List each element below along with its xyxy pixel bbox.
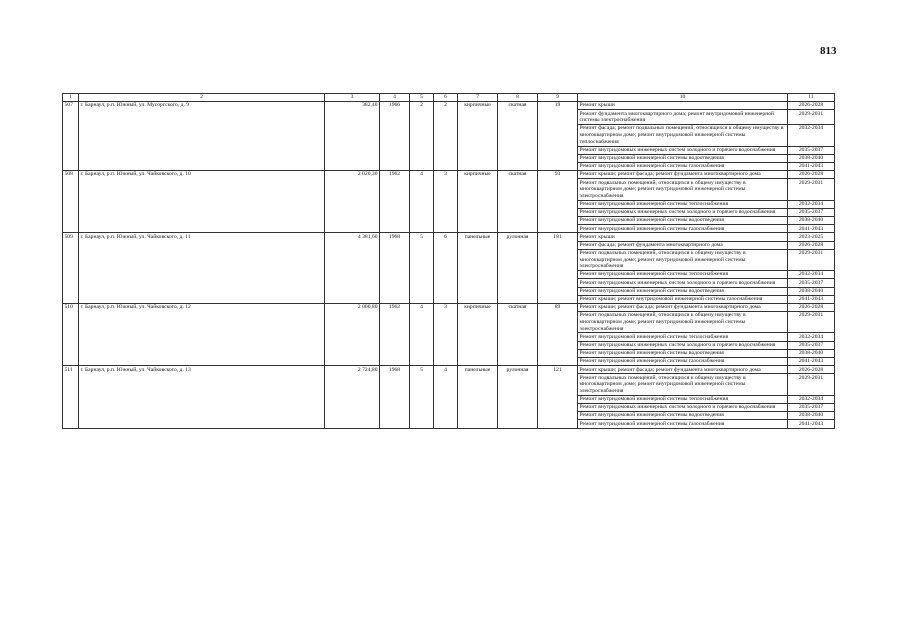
record-roof-type: скатная <box>498 171 538 233</box>
header-row <box>63 94 835 102</box>
work-period: 2035-2037 <box>788 208 835 216</box>
work-description: Ремонт крыши; ремонт внутридомовой инженерной системы газоснабжения <box>578 295 788 303</box>
work-period: 2041-2043 <box>788 420 835 428</box>
page-number: 813 <box>820 45 837 57</box>
work-description: Ремонт внутридомовой инженерной системы водоотведения <box>578 287 788 295</box>
record-address: г. Барнаул, р.п. Южный, ул. Мусоргского, д. 9 <box>79 102 325 171</box>
work-description: Ремонт крыши <box>578 233 788 241</box>
record-number: 511 <box>63 366 79 428</box>
record-floors: 5 <box>410 233 434 304</box>
work-description: Ремонт внутридомовой инженерной системы теплоснабжения <box>578 200 788 208</box>
record-roof-type: скатная <box>498 303 538 365</box>
record-entrances: 6 <box>434 233 458 304</box>
record-entrances: 3 <box>434 303 458 365</box>
work-description: Ремонт подвальных помещений, относящихся к общему имуществу в многоквартирном доме; ремонт внутридомовой инженерной системы электроснабжения <box>578 179 788 200</box>
work-description: Ремонт внутридомовой инженерной системы газоснабжения <box>578 162 788 170</box>
header-cell: 10 <box>578 94 788 102</box>
record-year: 1966 <box>380 102 410 171</box>
record-roof-type: скатная <box>498 102 538 171</box>
record-column-9: 93 <box>538 171 578 233</box>
work-description: Ремонт подвальных помещений, относящихся к общему имуществу в многоквартирном доме; ремонт внутридомовой инженерной системы электроснабжения <box>578 374 788 395</box>
work-period: 2026-2028 <box>788 102 835 110</box>
work-description: Ремонт внутридомовой инженерной системы теплоснабжения <box>578 395 788 403</box>
header-cell: 4 <box>380 94 410 102</box>
work-period: 2035-2037 <box>788 341 835 349</box>
work-period: 2038-2040 <box>788 217 835 225</box>
record-area: 4 381,60 <box>325 233 380 304</box>
work-period: 2035-2037 <box>788 279 835 287</box>
record-year: 1962 <box>380 303 410 365</box>
record-address: г. Барнаул, р.п. Южный, ул. Чайковского, д. 12 <box>79 303 325 365</box>
record-area: 2 020,30 <box>325 171 380 233</box>
work-description: Ремонт внутридомовой инженерной системы водоотведения <box>578 217 788 225</box>
record-number: 510 <box>63 303 79 365</box>
work-period: 2026-2028 <box>788 241 835 249</box>
table-row <box>63 366 835 374</box>
header-cell: 6 <box>434 94 458 102</box>
capital-repair-table <box>62 93 835 429</box>
work-period: 2029-2031 <box>788 312 835 333</box>
work-period: 2038-2040 <box>788 349 835 357</box>
record-wall-material: панельные <box>458 366 498 428</box>
table-row <box>63 233 835 241</box>
record-floors: 4 <box>410 171 434 233</box>
header-cell: 11 <box>788 94 835 102</box>
work-period: 2038-2040 <box>788 154 835 162</box>
work-period: 2035-2037 <box>788 146 835 154</box>
work-description: Ремонт крыши; ремонт фасада; ремонт фундамента многоквартирного дома <box>578 366 788 374</box>
work-description: Ремонт крыши; ремонт фасада; ремонт фундамента многоквартирного дома <box>578 303 788 311</box>
record-year: 1968 <box>380 233 410 304</box>
header-cell: 2 <box>79 94 325 102</box>
record-area: 2 000,80 <box>325 303 380 365</box>
work-period: 2032-2034 <box>788 395 835 403</box>
work-period: 2029-2031 <box>788 110 835 125</box>
work-period: 2032-2034 <box>788 271 835 279</box>
work-description: Ремонт внутридомовой инженерной системы водоотведения <box>578 154 788 162</box>
work-period: 2041-2043 <box>788 358 835 366</box>
work-period: 2026-2028 <box>788 303 835 311</box>
record-roof-type: рулонная <box>498 233 538 304</box>
work-description: Ремонт внутридомовой инженерной системы газоснабжения <box>578 225 788 233</box>
work-period: 2029-2031 <box>788 249 835 270</box>
work-description: Ремонт внутридомовой инженерной системы водоотведения <box>578 349 788 357</box>
work-period: 2038-2040 <box>788 287 835 295</box>
work-period: 2038-2040 <box>788 412 835 420</box>
header-cell: 9 <box>538 94 578 102</box>
record-floors: 2 <box>410 102 434 171</box>
work-description: Ремонт крыши; ремонт фасада; ремонт фундамента многоквартирного дома <box>578 171 788 179</box>
record-entrances: 2 <box>434 102 458 171</box>
work-description: Ремонт крыши <box>578 102 788 110</box>
work-period: 2032-2034 <box>788 125 835 146</box>
record-wall-material: панельные <box>458 233 498 304</box>
header-cell: 7 <box>458 94 498 102</box>
table-body <box>63 94 835 429</box>
record-year: 1962 <box>380 171 410 233</box>
record-number: 509 <box>63 233 79 304</box>
header-cell: 3 <box>325 94 380 102</box>
record-column-9: 19 <box>538 102 578 171</box>
header-cell: 8 <box>498 94 538 102</box>
work-description: Ремонт подвальных помещений, относящихся к общему имуществу в многоквартирном доме; ремонт внутридомовой инженерной системы электроснабжения <box>578 312 788 333</box>
work-description: Ремонт внутридомовой инженерной системы газоснабжения <box>578 420 788 428</box>
work-period: 2032-2034 <box>788 333 835 341</box>
record-floors: 4 <box>410 303 434 365</box>
work-description: Ремонт фасада; ремонт фундамента многоквартирного дома <box>578 241 788 249</box>
record-column-9: 89 <box>538 303 578 365</box>
work-period: 2035-2037 <box>788 403 835 411</box>
work-period: 2026-2028 <box>788 366 835 374</box>
work-period: 2026-2028 <box>788 171 835 179</box>
work-description: Ремонт внутридомовых инженерных систем холодного и горячего водоснабжения <box>578 341 788 349</box>
work-description: Ремонт внутридомовых инженерных систем холодного и горячего водоснабжения <box>578 208 788 216</box>
record-entrances: 3 <box>434 171 458 233</box>
work-description: Ремонт внутридомовой инженерной системы теплоснабжения <box>578 271 788 279</box>
record-area: 2 724,80 <box>325 366 380 428</box>
record-column-9: 181 <box>538 233 578 304</box>
work-period: 2032-2034 <box>788 200 835 208</box>
record-wall-material: кирпичные <box>458 102 498 171</box>
work-period: 2041-2043 <box>788 295 835 303</box>
record-number: 508 <box>63 171 79 233</box>
work-description: Ремонт внутридомовых инженерных систем холодного и горячего водоснабжения <box>578 279 788 287</box>
work-description: Ремонт внутридомовой инженерной системы теплоснабжения <box>578 333 788 341</box>
record-wall-material: кирпичные <box>458 303 498 365</box>
record-area: 382,40 <box>325 102 380 171</box>
work-period: 2041-2043 <box>788 162 835 170</box>
work-period: 2023-2025 <box>788 233 835 241</box>
record-number: 507 <box>63 102 79 171</box>
table-row <box>63 102 835 110</box>
record-wall-material: кирпичные <box>458 171 498 233</box>
work-description: Ремонт внутридомовых инженерных систем холодного и горячего водоснабжения <box>578 403 788 411</box>
work-period: 2041-2043 <box>788 225 835 233</box>
header-cell: 1 <box>63 94 79 102</box>
work-description: Ремонт фасада; ремонт подвальных помещений, относящихся к общему имуществу в многоквартирном доме; ремонт внутридомовой инженерной системы теплоснабжения <box>578 125 788 146</box>
table-row <box>63 303 835 311</box>
work-description: Ремонт внутридомовой инженерной системы газоснабжения <box>578 358 788 366</box>
record-column-9: 121 <box>538 366 578 428</box>
work-description: Ремонт подвальных помещений, относящихся к общему имуществу в многоквартирном доме; ремонт внутридомовой инженерной системы электроснабжения <box>578 249 788 270</box>
work-period: 2029-2031 <box>788 374 835 395</box>
record-address: г. Барнаул, р.п. Южный, ул. Чайковского, д. 11 <box>79 233 325 304</box>
work-period: 2029-2031 <box>788 179 835 200</box>
record-address: г. Барнаул, р.п. Южный, ул. Чайковского, д. 10 <box>79 171 325 233</box>
record-address: г. Барнаул, р.п. Южный, ул. Чайковского, д. 13 <box>79 366 325 428</box>
work-description: Ремонт внутридомовых инженерных систем холодного и горячего водоснабжения <box>578 146 788 154</box>
record-entrances: 4 <box>434 366 458 428</box>
record-year: 1968 <box>380 366 410 428</box>
work-description: Ремонт фундамента многоквартирного дома; ремонт внутридомовой инженерной системы электроснабжения <box>578 110 788 125</box>
work-description: Ремонт внутридомовой инженерной системы водоотведения <box>578 412 788 420</box>
record-roof-type: рулонная <box>498 366 538 428</box>
table-row <box>63 171 835 179</box>
record-floors: 5 <box>410 366 434 428</box>
header-cell: 5 <box>410 94 434 102</box>
